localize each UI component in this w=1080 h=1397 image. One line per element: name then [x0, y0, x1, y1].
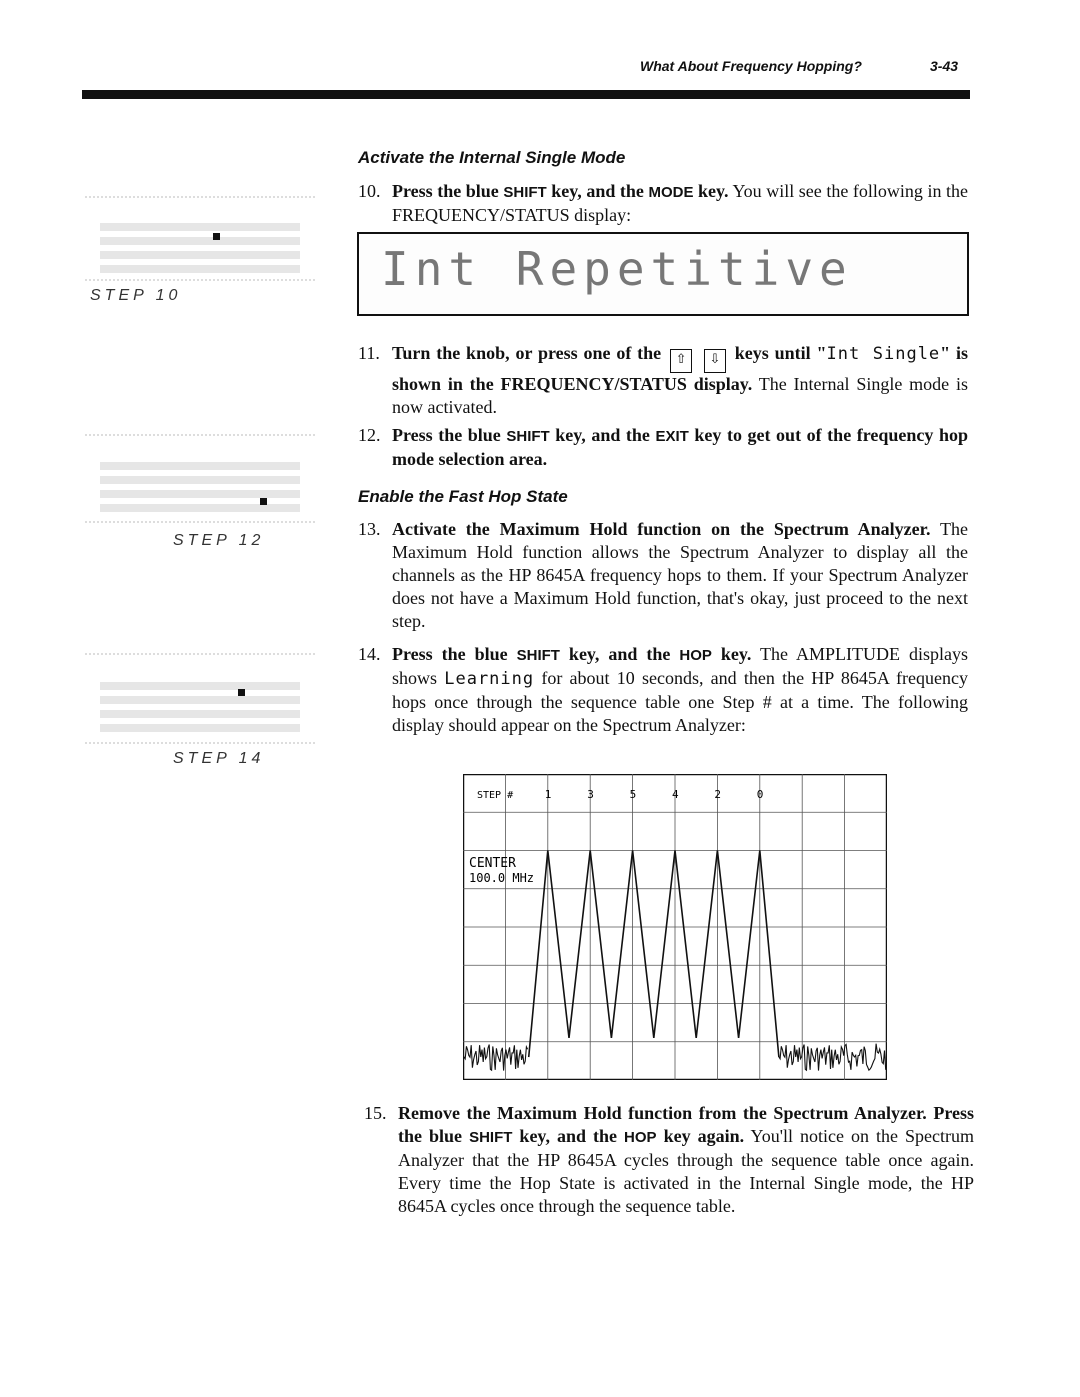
section-heading-fast-hop-state: Enable the Fast Hop State	[358, 487, 568, 506]
step-number: 13.	[358, 519, 381, 539]
selected-key-marker	[213, 233, 220, 240]
shift-key-label: SHIFT	[516, 647, 560, 664]
selected-key-marker	[260, 498, 267, 505]
step-instruction: key.	[711, 644, 752, 664]
step-label: STEP #	[477, 790, 514, 801]
sidebar-thumbnail-step-12	[85, 430, 320, 560]
step-instruction: Turn the knob, or press one of the	[392, 343, 662, 363]
noise-floor-left	[464, 1045, 528, 1071]
sidebar-thumbnail-step-14	[85, 648, 320, 778]
step-11	[358, 342, 969, 419]
step-12	[358, 424, 968, 471]
up-arrow-key-icon: ⇧	[670, 349, 692, 373]
step-13	[358, 518, 968, 633]
running-header-title: What About Frequency Hopping?	[640, 58, 862, 74]
step-description: You will see the following in the FREQUENCY/STATUS display:	[392, 181, 968, 225]
step-description: for about 10 seconds, and then the HP 8645A frequency hops once through the sequence table one Step # at a time. The following display should appear on the Spectrum Analyzer:	[392, 668, 968, 735]
step-14	[358, 643, 968, 737]
step-instruction: key, and the	[559, 644, 680, 664]
step-10	[358, 180, 968, 227]
hop-key-label: HOP	[624, 1129, 657, 1146]
mode-key-label: MODE	[648, 184, 694, 201]
shift-key-label: SHIFT	[506, 428, 550, 445]
header-rule	[82, 90, 970, 99]
step-number-label: 1	[544, 788, 552, 801]
page-number: 3-43	[930, 58, 959, 74]
step-description: The Maximum Hold function allows the Spectrum Analyzer to display all the channels as the HP 8645A frequency hops to them. If your Spectrum Analyzer does not have a Maximum Hold function, that's okay, just proceed to the next step.	[392, 519, 968, 631]
shift-key-label: SHIFT	[469, 1129, 513, 1146]
step-number: 12.	[358, 425, 381, 445]
step-instruction: key.	[693, 181, 729, 201]
panel-thumbnail-image	[85, 430, 320, 530]
step-15	[364, 1102, 975, 1218]
step-instruction: key again.	[656, 1126, 745, 1146]
step-instruction: Remove the Maximum Hold function from the Spectrum Analyzer. Press the blue	[398, 1103, 974, 1146]
step-number-label: 5	[629, 788, 637, 801]
step-instruction: Press the blue	[392, 181, 504, 201]
step-instruction: key, and the	[549, 425, 656, 445]
step-number-label: 4	[672, 788, 679, 801]
step-instruction: " is shown in the FREQUENCY/STATUS display.	[392, 343, 969, 394]
hop-key-label: HOP	[679, 647, 712, 664]
step-instruction: Activate the Maximum Hold function on the Spectrum Analyzer.	[392, 519, 931, 539]
frequency-status-display	[357, 232, 969, 316]
step-instruction: Press the blue	[392, 644, 517, 664]
sidebar-label: STEP 12	[173, 532, 265, 549]
sidebar-label: STEP 10	[90, 287, 182, 304]
sidebar-label: STEP 14	[173, 750, 265, 767]
center-frequency-label: 100.0 MHz	[469, 871, 535, 885]
step-number: 15.	[364, 1103, 387, 1123]
panel-thumbnail-image	[85, 185, 320, 285]
step-description: The Internal Single mode is now activated.	[392, 374, 968, 417]
step-instruction: key to get out of the frequency hop mode selection area.	[392, 425, 968, 469]
step-instruction: Press the blue	[392, 425, 507, 445]
sidebar-thumbnail-step-10	[85, 185, 320, 315]
step-number-label: 0	[756, 788, 764, 801]
step-instruction: keys until "	[734, 343, 827, 363]
step-description: You'll notice on the Spectrum Analyzer that the HP 8645A cycles through the sequence table once again. Every time the Hop State is activated in the Internal Single mode, the HP 8645A cycles once through the sequence table.	[398, 1126, 975, 1216]
noise-floor-right	[779, 1044, 886, 1071]
display-text-learning: Learning	[444, 669, 535, 689]
step-instruction: key, and the	[546, 181, 649, 201]
down-arrow-key-icon: ⇩	[704, 349, 726, 373]
spectrum-analyzer-display	[463, 774, 887, 1080]
display-readout: Int Repetitive	[381, 242, 853, 296]
step-number: 14.	[358, 644, 381, 664]
step-number: 11.	[358, 343, 380, 363]
center-label: CENTER	[469, 856, 516, 871]
display-text-int-single: Int Single	[826, 344, 941, 364]
selected-key-marker	[238, 689, 245, 696]
spectrum-trace	[529, 851, 779, 1058]
step-instruction: key, and the	[512, 1126, 625, 1146]
section-heading-internal-single-mode: Activate the Internal Single Mode	[358, 148, 626, 167]
panel-thumbnail-image	[85, 648, 320, 748]
step-number-label: 2	[714, 788, 722, 801]
step-description: The AMPLITUDE displays shows	[392, 644, 968, 688]
exit-key-label: EXIT	[655, 428, 689, 445]
step-number-label: 3	[587, 788, 594, 801]
step-number: 10.	[358, 181, 381, 201]
shift-key-label: SHIFT	[503, 184, 547, 201]
